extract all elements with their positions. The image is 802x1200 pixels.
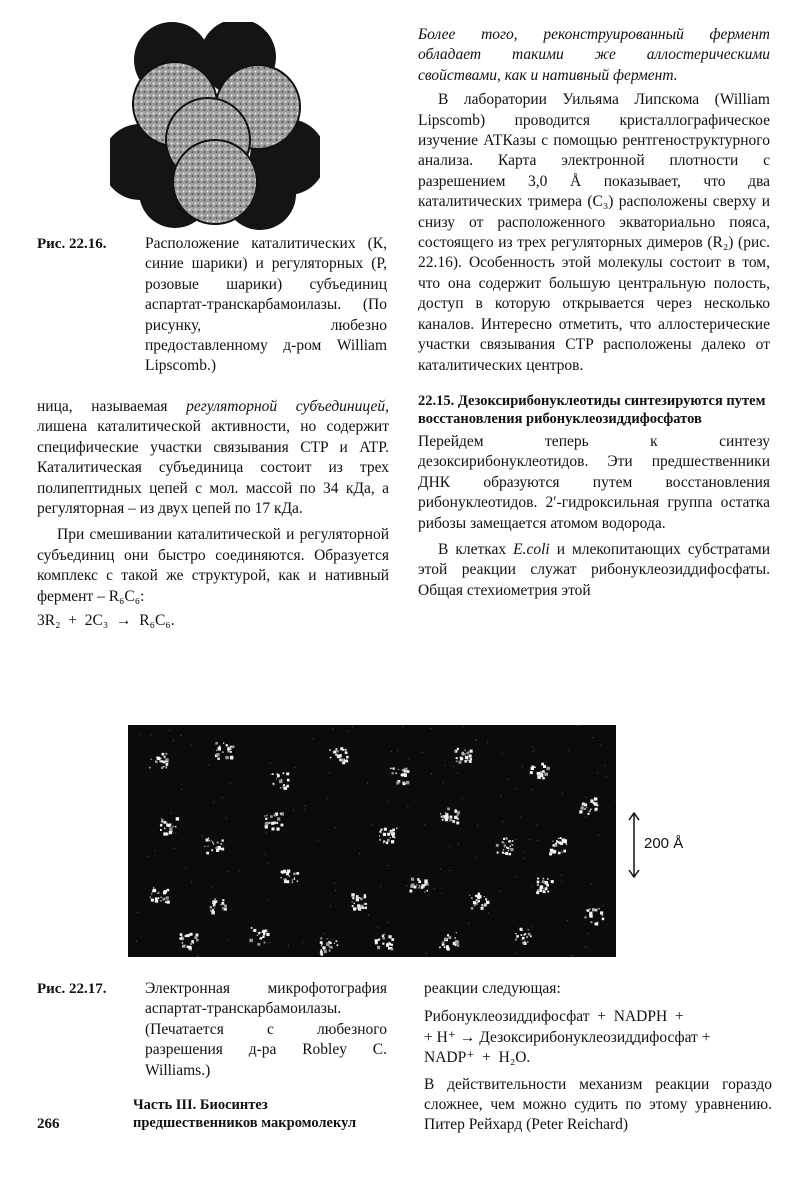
figure-22-16-caption: Расположение каталитических (К, синие шарики) и регуляторных (Р, розовые шарики) субъединиц аспартат-транскарбамоилазы. (По рисунку, любезно предоставленному д-ром William Lipscomb.) [145, 235, 387, 375]
left-paragraph-1: ница, называемая регуляторной субъединицей, лишена каталитической активности, но содержит специфические участки связывания CTP и ATP. Каталитическая субъединица состоит из трех полипептидных цепей с мол. массой по 34 кДа, а регуляторная – из двух цепей по 17 кДа. [37, 398, 389, 518]
reaction-line-3: NADP⁺ + H₂O. [424, 1049, 531, 1067]
scale-label: 200 Å [644, 835, 684, 852]
right-paragraph-4: В клетках E.coli и млекопитающих субстратами этой реакции служат рибонуклеозиддифосфаты. Общая стехиометрия этой [418, 540, 770, 599]
section-heading: 22.15. Дезоксирибонуклеотиды синтезируются путем восстановления рибонуклеозиддифосфатов [418, 392, 766, 427]
reaction-intro: реакции следующая: [424, 980, 561, 997]
left-column [37, 397, 389, 631]
footer-line-2: предшественников макромолекул [133, 1115, 357, 1131]
reaction-line-2: + H⁺ → Дезоксирибонуклеозиддифосфат + [424, 1028, 711, 1046]
particle [549, 837, 567, 855]
particle [584, 908, 604, 926]
page-number: 266 [37, 1116, 60, 1132]
particle [204, 838, 224, 855]
particle [530, 763, 550, 780]
particle [329, 747, 349, 764]
particle [210, 898, 227, 914]
right-paragraph-5: В действительности механизм реакции гораздо сложнее, чем можно судить по этому уравнению. Питер Рейхард (Peter Reichard) [424, 1075, 772, 1134]
figure-22-16-label: Рис. 22.16. [37, 236, 107, 252]
left-equation: 3R₂ + 2C₃ → R₆C₆. [37, 612, 175, 630]
particle [469, 893, 489, 910]
figure-22-17-caption: Электронная микрофотография аспартат-транскарбамоилазы. (Печатается с любезного разрешения д-ра Robley C. Williams.) [145, 980, 387, 1079]
right-column [418, 25, 770, 601]
particle [536, 877, 554, 894]
particle [320, 937, 338, 955]
particle [390, 767, 409, 785]
particle [149, 753, 169, 769]
scale-bar [627, 810, 707, 880]
light-sphere [173, 140, 257, 224]
particle [439, 932, 459, 951]
particle [409, 878, 428, 893]
particle [375, 934, 394, 951]
particle [215, 742, 235, 760]
right-paragraph-3: Перейдем теперь к синтезу дезоксирибонуклеотидов. Эти предшественники ДНК образуются путем восстановления рибонуклеотидов. 2′-гидроксильная группа остатка рибозы замещается атомом водорода. [418, 432, 770, 532]
figure-22-16-image [110, 22, 320, 232]
scale-arrow-icon [627, 810, 641, 880]
particle [579, 797, 598, 815]
particle [455, 748, 473, 764]
right-paragraph-1: Более того, реконструированный фермент обладает такими же аллостерическими свойствами, как и нативный фермент. [418, 26, 770, 84]
particle [440, 808, 460, 825]
particle [179, 933, 198, 951]
running-footer [133, 1096, 393, 1132]
particle [496, 837, 514, 855]
particle [351, 893, 367, 910]
reaction-line-1: Рибонуклеозиддифосфат + NADPH + [424, 1008, 684, 1026]
particle [150, 887, 170, 903]
left-paragraph-2: При смешивании каталитической и регуляторной субъединиц они быстро соединяются. Образуется комплекс с такой же структурой, как и нативный фермент – R₆C₆: [37, 526, 389, 605]
particle [264, 812, 284, 830]
particle [379, 828, 397, 844]
particle [515, 928, 532, 945]
particle [280, 870, 299, 884]
particle [270, 772, 289, 790]
right-paragraph-2: В лаборатории Уильяма Липскома (William Lipscomb) проводится кристаллографическое изучение АТКазы с помощью рентгеноструктурного анализа. Карта электронной плотности с разрешением 3,0 Å показывает, что два каталитических тримера (C₃) расположены сверху и снизу от расположенного экваториально пояса, состоящего из трех регуляторных димеров (R₂) (рис. 22.16). Особенность этой молекулы состоит в том, что она содержит большую центральную полость, доступ в которую открывается через несколько каналов. Интересно отметить, что аллостерические участки связывания CTP расположены далеко от каталитических центров. [418, 91, 770, 374]
figure-22-17-label: Рис. 22.17. [37, 981, 107, 997]
figure-22-17-micrograph [128, 725, 616, 957]
particle [249, 927, 269, 946]
bottom-right-column [424, 979, 772, 1136]
footer-line-1: Часть III. Биосинтез [133, 1097, 268, 1113]
